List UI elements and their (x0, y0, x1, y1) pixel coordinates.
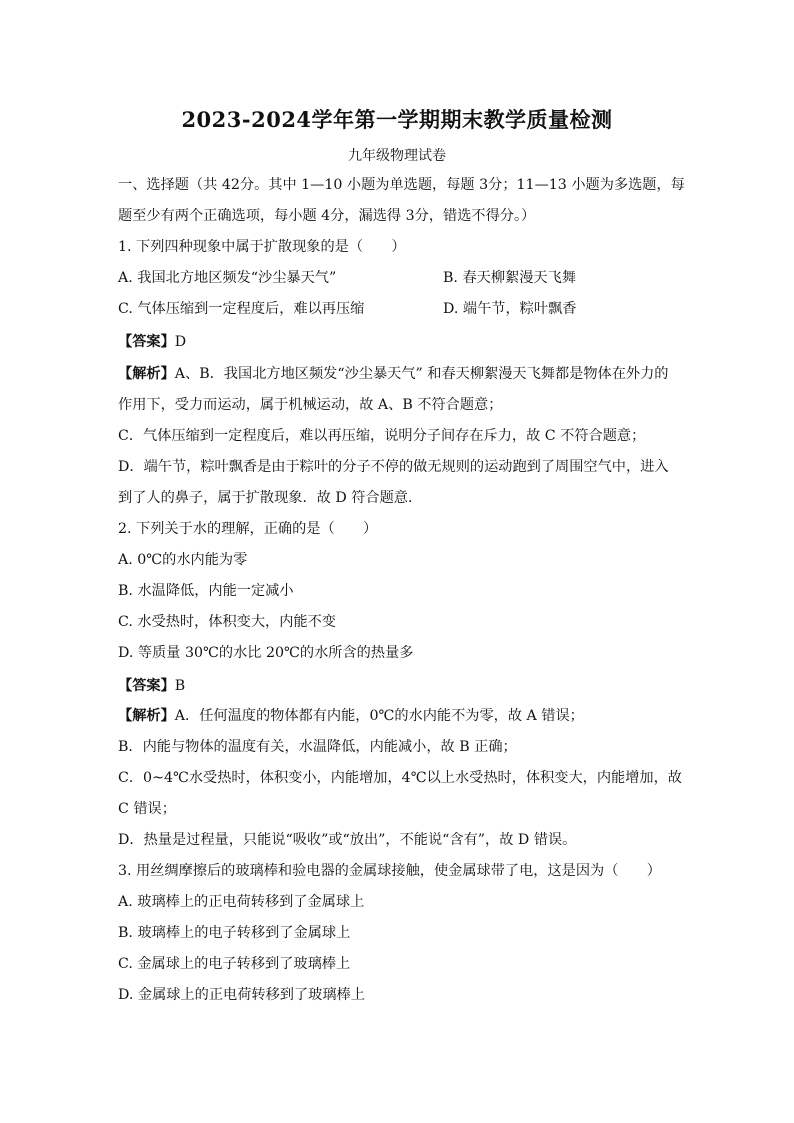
question-1-option-a: A. 我国北方地区频发“沙尘暴天气” (118, 270, 337, 286)
question-1-option-d: D. 端午节，粽叶飘香 (443, 301, 577, 317)
question-3-stem: 3. 用丝绸摩擦后的玻璃棒和验电器的金属球接触，使金属球带了电，这是因为（ ） (118, 863, 661, 879)
answer-label: 【答案】 (118, 678, 175, 694)
question-2-answer (118, 676, 185, 696)
question-2-option-b: B. 水温降低，内能一定减小 (118, 583, 294, 599)
question-1-analysis-line-2: 作用下，受力而运动，属于机械运动，故 A、B 不符合题意； (118, 397, 503, 413)
section-instructions-line-1: 一、选择题（共 42分。其中 1—10 小题为单选题，每题 3分；11—13 小题为多选题，每 (118, 177, 685, 193)
question-2-option-c: C. 水受热时，体积变大，内能不变 (118, 614, 336, 630)
question-3-option-d: D. 金属球上的正电荷转移到了玻璃棒上 (118, 987, 365, 1003)
analysis-text: A、B．我国北方地区频发“沙尘暴天气” 和春天柳絮漫天飞舞都是物体在外力的 (174, 366, 669, 382)
question-2-analysis-line-5: D．热量是过程量，只能说“吸收”或“放出”，不能说“含有”，故 D 错误。 (118, 832, 577, 848)
question-1-analysis-line-5: 到了人的鼻子，属于扩散现象．故 D 符合题意． (118, 490, 423, 506)
question-2-analysis-line-2: B．内能与物体的温度有关，水温降低，内能减小，故 B 正确； (118, 739, 517, 755)
question-1-analysis-line-3: C．气体压缩到一定程度后，难以再压缩，说明分子间存在斥力，故 C 不符合题意； (118, 428, 646, 444)
question-2-analysis-line-4: C 错误； (118, 801, 176, 817)
question-1-stem: 1. 下列四种现象中属于扩散现象的是（ ） (118, 239, 406, 255)
question-1-analysis-line-1 (118, 364, 668, 384)
question-2-option-a: A. 0℃的水内能为零 (118, 552, 248, 568)
question-1-option-b: B. 春天柳絮漫天飞舞 (443, 270, 576, 286)
analysis-label: 【解析】 (118, 366, 175, 382)
question-2-analysis-line-3: C．0~4℃水受热时，体积变小，内能增加，4℃以上水受热时，体积变大，内能增加，故 (118, 770, 682, 786)
question-2-analysis-line-1 (118, 706, 584, 726)
exam-subtitle: 九年级物理试卷 (348, 148, 446, 164)
question-2-option-d: D. 等质量 30℃的水比 20℃的水所含的热量多 (118, 645, 414, 661)
question-1-option-c: C. 气体压缩到一定程度后，难以再压缩 (118, 301, 365, 317)
question-1-answer (118, 332, 186, 352)
answer-value: B (174, 678, 186, 694)
question-3-option-a: A. 玻璃棒上的正电荷转移到了金属球上 (118, 894, 365, 910)
question-3-option-c: C. 金属球上的电子转移到了玻璃棒上 (118, 956, 351, 972)
section-instructions-line-2: 题至少有两个正确选项，每小题 4分，漏选得 3分，错选不得分。） (118, 208, 536, 224)
analysis-label: 【解析】 (118, 708, 175, 724)
question-2-stem: 2. 下列关于水的理解，正确的是（ ） (118, 521, 378, 537)
answer-label: 【答案】 (118, 334, 175, 350)
question-3-option-b: B. 玻璃棒上的电子转移到了金属球上 (118, 925, 351, 941)
exam-title: 2023-2024学年第一学期期末教学质量检测 (181, 107, 613, 132)
answer-value: D (174, 334, 187, 350)
analysis-text: A．任何温度的物体都有内能，0℃的水内能不为零，故 A 错误； (174, 708, 584, 724)
question-1-analysis-line-4: D．端午节，粽叶飘香是由于粽叶的分子不停的做无规则的运动跑到了周围空气中，进入 (118, 459, 669, 475)
